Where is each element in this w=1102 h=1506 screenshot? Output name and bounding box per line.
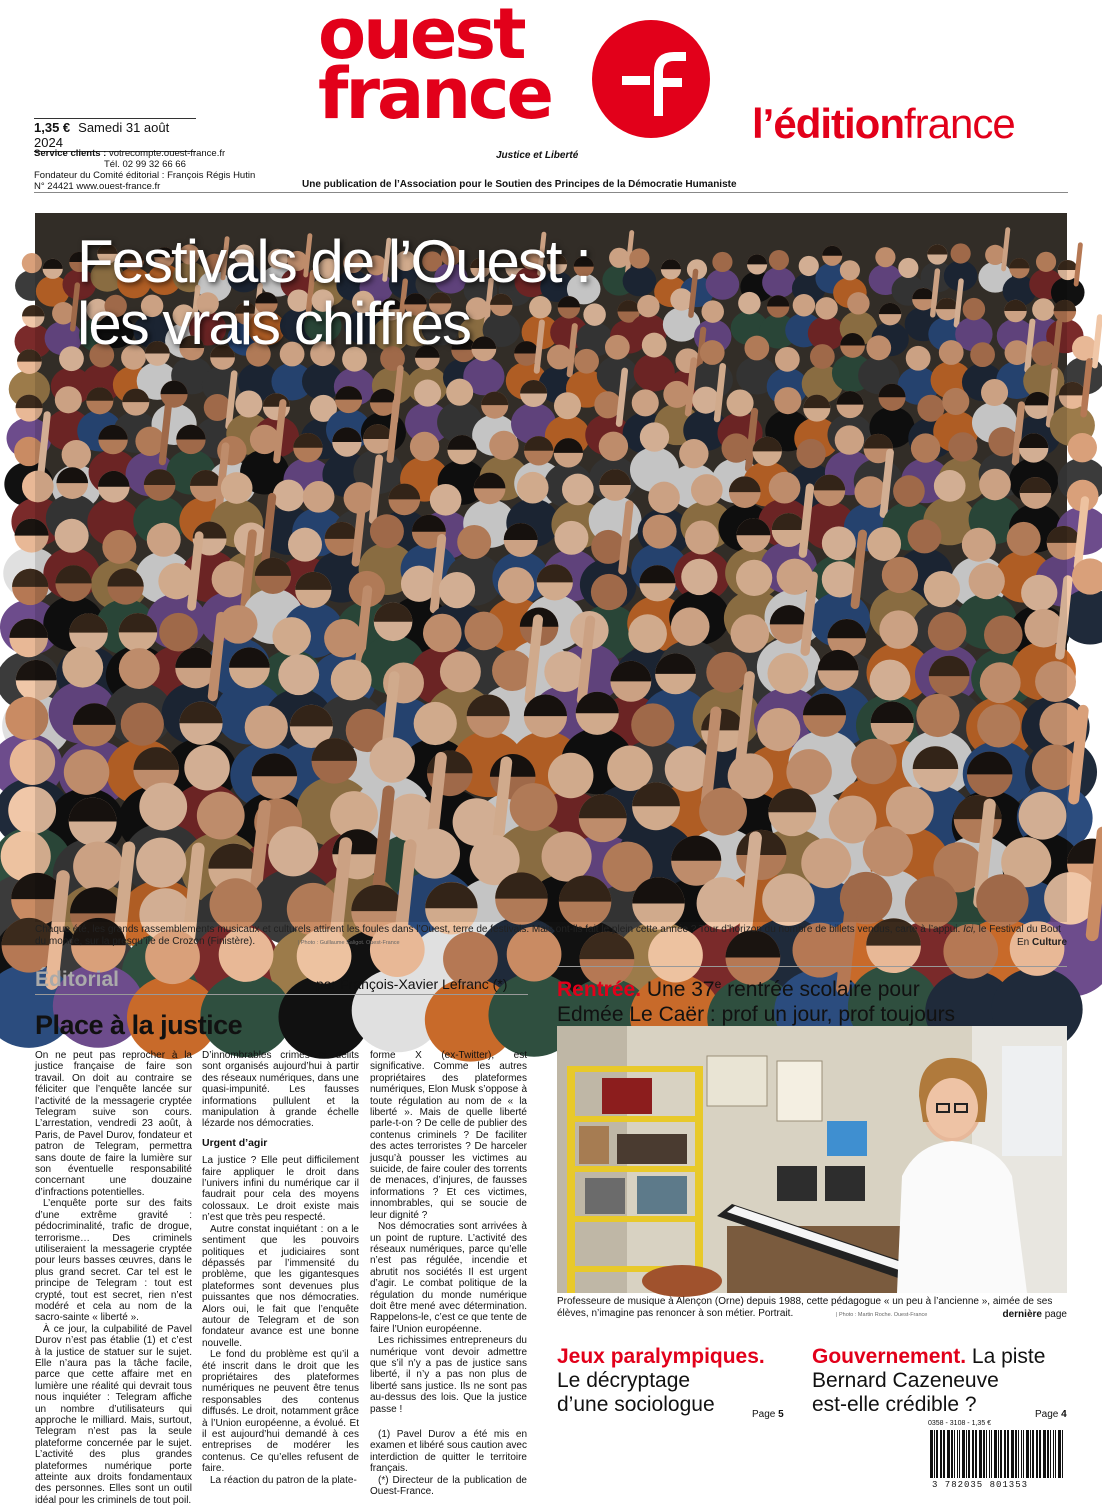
section-link[interactable]: En Culture (1016, 937, 1067, 948)
logo[interactable] (318, 0, 552, 135)
date: Samedi 31 août 2024 (34, 120, 170, 150)
hero-photo[interactable] (35, 213, 1067, 922)
page-ref: Page 4 (1035, 1409, 1067, 1420)
divider (35, 994, 528, 995)
edition-label: l’éditionfrance (752, 100, 1015, 147)
publication-line: Une publication de l’Association pour le Soutien des Principes de la Démocratie Humaniste (302, 179, 737, 190)
price-date (34, 118, 196, 152)
motto: Justice et Liberté (496, 150, 579, 161)
barcode-icon (928, 1430, 1068, 1480)
editorial-author: par François-Xavier Lefranc (*) (316, 976, 508, 992)
promo-government[interactable]: Gouvernement. La piste Bernard Cazeneuve est-elle crédible ? Page 4 (812, 1345, 1072, 1417)
masthead (0, 0, 1102, 200)
founder: Fondateur du Comité éditorial : François Régis Hutin (34, 170, 256, 181)
subheading: Urgent d’agir (202, 1136, 268, 1149)
divider (34, 192, 1068, 193)
footnote-2: (*) Directeur de la publication de Ouest-France. (370, 1474, 527, 1498)
editorial-kicker: Éditorial (35, 968, 120, 991)
issue-number: N° 24421 www.ouest-france.fr (34, 181, 161, 192)
editorial-title[interactable]: Place à la justice (35, 1010, 243, 1040)
footnote-1: (1) Pavel Durov a été mis en examen et libéré sous caution avec interdiction de quitter le territoire français. (370, 1429, 527, 1475)
teacher-photo[interactable] (557, 1026, 1067, 1293)
classroom-image (557, 1026, 1067, 1293)
divider (557, 966, 1067, 967)
teacher-caption: Professeure de musique à Alençon (Orne) depuis 1988, cette pédagogue « un peu à l’ancienne », aimée de ses élèves, n’imagine pas renoncer à son métier. Portrait. | Photo : Martin Roche. Ouest-France dernière page (557, 1296, 1067, 1320)
service-info: Service clients : votrecompte.ouest-france.fr Tél. 02 99 32 66 66 Fondateur du Comité éditorial : François Régis Hutin N° 24421 www.ouest-france.fr (34, 148, 256, 192)
price: 1,35 € (34, 120, 71, 135)
hero-caption: Chaque été, les grands rassemblements musicaux et culturels attirent les foules dans l’Ouest, terre de festivals. Mais ont-ils fait le plein cette année ? Tour d’horizon du nombre de billets vendus, carte à l’appui. Ici, le Festival du Bout du monde, sur la presqu’île de Crozon (Finistère). | Photo : Guillaume Saligot. Ouest-France En Culture (35, 924, 1067, 948)
editorial-column-1: On ne peut pas reprocher à la justice française de faire son travail. On doit au contraire se féliciter que l’enquête lancée sur l’activité de la messagerie cryptée Telegram suive son cours. L’arrestation, vendredi 23 août, à Paris, de Pavel Durov, fondateur et patron de Telegram, permettra sans doute de faire la lumière sur son éventuelle responsabilité concernant une douzaine d’infractions potentielles. L’enquête porte sur des faits d’une extrême gravité : pédocriminalité, trafic de drogue, terrorisme… Des criminels utiliseraient la messagerie cryptée pour leurs basses œuvres, dans le plus grand secret. Car tel est le principe de Telegram : tout est crypté, tout est secret, rien n’est modéré et cela au nom de la sacro-sainte « liberté ». À ce jour, la culpabilité de Pavel Durov n’est pas établie (1) et c’est à la justice de statuer sur le sujet. Elle n’aura pas la tâche facile, parce que cette affaire met en lumière une réalité qui devrait tous nous inquiéter : Telegram affiche un nombre d’utilisateurs qui approche le milliard. Mais, surtout, Telegram n’est pas la seule plateforme concernée par le sujet. L’activité des plus grandes plateformes numérique porte atteinte aux droits fondamentaux des personnes. Elles sont un outil idéal pour les criminels de tout poil. (35, 1050, 192, 1506)
page-ref: Page 5 (752, 1409, 784, 1420)
editorial-column-2: D’innombrables crimes et délits sont organisés aujourd’hui à partir des réseaux numériques, dans une quasi-impunité. Les fausses informations pullulent et la manipulation à grande échelle lézarde nos démocraties. Urgent d’agir La justice ? Elle peut difficilement faire appliquer le droit dans l’univers infini du numérique car il faudrait pour cela des moyens colossaux. Le droit existe mais n’est que très peu respecté. Autre constat inquiétant : on a le sentiment que les pouvoirs politiques et judiciaires sont dépassés par l’immensité du problème, que les gigantesques plateformes sont devenues plus puissantes que nos démocraties. Alors oui, le fait que l’enquête autour de Telegram et de son fondateur avance est une bonne nouvelle. Le fond du problème est qu’il a été inscrit dans le droit que les propriétaires des plateformes numériques ne peuvent être tenus responsables des contenus diffusés. Le droit, notamment grâce à l’Union européenne, a évolué. Et il est aujourd’hui demandé à ces entreprises de modérer les contenus. Ce qu’elles refusent de faire. La réaction du patron de la plate- (202, 1050, 359, 1486)
hero-headline: Festivals de l’Ouest : les vrais chiffres (77, 228, 590, 357)
barcode: 0358 - 3108 - 1,35 € 3 782035 801353 (928, 1420, 1068, 1490)
service-tel: Tél. 02 99 32 66 66 (104, 159, 186, 170)
logo-line1: ouest (318, 0, 524, 75)
logo-line2: france (318, 53, 552, 135)
derniere-page-link[interactable]: dernière page (1002, 1309, 1067, 1320)
editorial-column-3: forme X (ex-Twitter), est significative. Comme les autres propriétaires des plateformes numériques, Elon Musk s’oppose à toute régulation au nom de « la liberté ». Mais de quelle liberté parle-t-on ? De celle de publier des contenus criminels ? De faciliter des actes terroristes ? De harceler jusqu’à pousser les victimes au suicide, de faire couler des torrents de menaces, d’injures, de fausses informations ? Et ces victimes, innombrables, qui se soucie de leur dignité ? Nos démocraties sont arrivées à un point de rupture. L’activité des réseaux numériques, parce qu’elle n’est pas régulée, incendie et abrutit nos sociétés Il est urgent d’agir. Le combat politique de la régulation du monde numérique doit être mené avec détermination. Rappelons-le, c’est ce que tente de faire l’Union européenne. Les richissimes entrepreneurs du numérique vont devoir admettre que s’il n’y a pas de justice sans liberté, il n’y a pas non plus de liberté sans justice. Ils ne sont pas au-dessus des lois. Que la justice passe ! (1) Pavel Durov a été mis en examen et libéré sous caution avec interdiction de quitter le territoire français. (*) Directeur de la publication de Ouest-France. (370, 1050, 527, 1498)
service-email[interactable]: votrecompte.ouest-france.fr (109, 148, 226, 159)
logo-mark-icon (592, 20, 710, 138)
rentree-headline[interactable]: Rentrée. Une 37e rentrée scolaire pour Edmée Le Caër : prof un jour, prof toujours (557, 977, 956, 1026)
photo-credit: | Photo : Martin Roche. Ouest-France (836, 1312, 928, 1318)
promo-paralympics[interactable]: Jeux paralympiques. Le décryptage d’une sociologue Page 5 (557, 1345, 797, 1417)
photo-credit: | Photo : Guillaume Saligot. Ouest-France (297, 940, 400, 946)
